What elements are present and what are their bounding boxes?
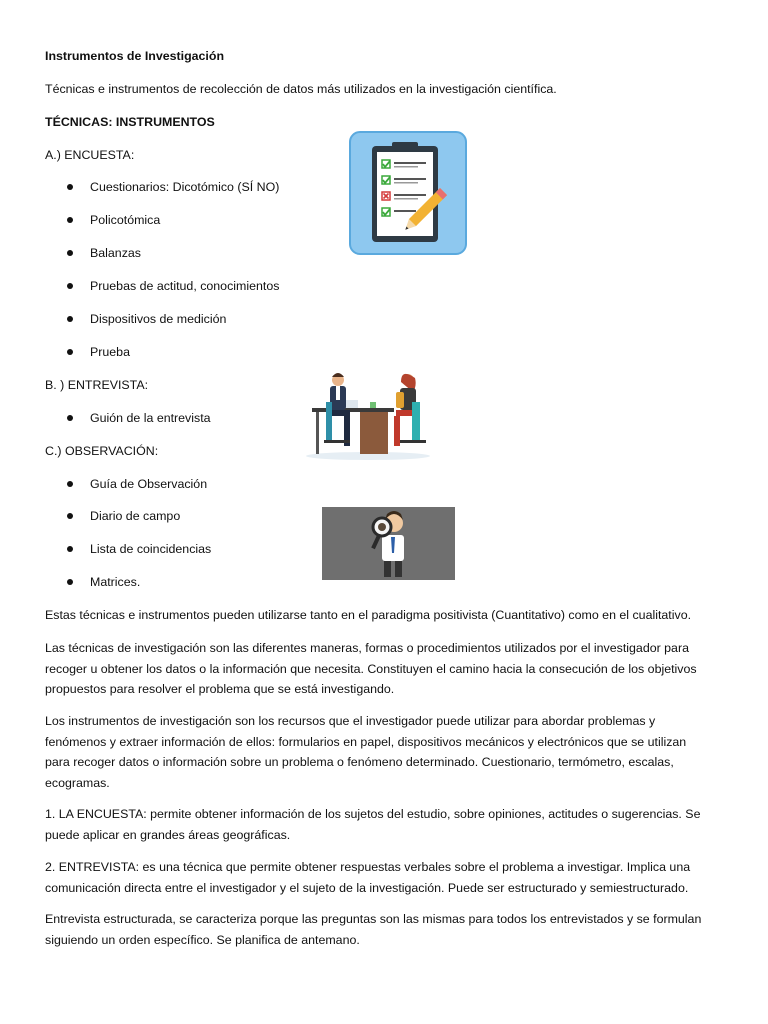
text-line: 2. ENTREVISTA: es una técnica que permite obtener respuestas verbales sobre el problema a investigar. Implica una (45, 860, 691, 874)
bullet (67, 283, 73, 289)
bullet (67, 481, 73, 487)
list-item: Balanzas (90, 246, 141, 260)
text-line: fenómenos y extraer información de ellos: formularios en papel, dispositivos mecánicos y electrónicos que se utilizan (45, 734, 687, 749)
bullet (67, 349, 73, 355)
bullet (67, 415, 73, 421)
paragraph-4 (45, 804, 735, 845)
list-item: Diario de campo (90, 509, 181, 523)
text-line: para recoger datos o información sobre un problema o fenómeno determinado. Cuestionario, termómetro, escalas, (45, 755, 674, 769)
bullet (67, 546, 73, 552)
text-line: comunicación directa entre el investigador y el sujeto de la investigación. Puede ser estructurado y semiestructurado. (45, 880, 689, 895)
list-item: Cuestionarios: Dicotómico (SÍ NO) (90, 180, 280, 194)
text-line: Las técnicas de investigación son las diferentes maneras, formas o procedimientos utilizados por el investigador para (45, 641, 689, 655)
tecnicas-heading: TÉCNICAS: INSTRUMENTOS (45, 115, 215, 129)
bullet (67, 513, 73, 519)
interview-illustration (300, 362, 435, 462)
text-line: ecogramas. (45, 775, 110, 790)
text-line: siguiendo un orden específico. Se planifica de antemano. (45, 932, 360, 947)
text-line: 1. LA ENCUESTA: permite obtener información de los sujetos del estudio, sobre opiniones, actitudes o sugerencias. Se (45, 807, 701, 821)
document-subtitle: Técnicas e instrumentos de recolección de datos más utilizados en la investigación científica. (45, 82, 557, 96)
bullet (67, 184, 73, 190)
text-line: Los instrumentos de investigación son los recursos que el investigador puede utilizar para abordar problemas y (45, 714, 656, 728)
clipboard-checklist-icon (348, 130, 468, 256)
bullet (67, 316, 73, 322)
list-item: Prueba (90, 345, 130, 359)
paragraph-2 (45, 638, 735, 700)
text-line: Estas técnicas e instrumentos pueden utilizarse tanto en el paradigma positivista (Cuantitativo) como en el cualitativo. (45, 608, 692, 622)
paragraph-3 (45, 711, 735, 793)
bullet (67, 579, 73, 585)
text-line: recoger u obtener los datos o la información que necesita. Constituyen el camino hacia la consecución de los objetivos (45, 661, 697, 676)
list-item: Pruebas de actitud, conocimientos (90, 279, 280, 293)
list-item: Guión de la entrevista (90, 411, 211, 425)
text-line: Entrevista estructurada, se caracteriza porque las preguntas son las mismas para todos los entrevistados y se formulan (45, 912, 702, 926)
magnifier-person-illustration (322, 507, 455, 580)
list-item: Dispositivos de medición (90, 312, 227, 326)
text-line: puede aplicar en grandes áreas geográficas. (45, 827, 291, 842)
paragraph-6 (45, 909, 735, 950)
paragraph-1 (45, 605, 735, 626)
bullet (67, 217, 73, 223)
list-item: Matrices. (90, 575, 141, 589)
list-item: Policotómica (90, 213, 161, 227)
paragraph-5 (45, 857, 735, 898)
list-item: Guía de Observación (90, 477, 208, 491)
document-title: Instrumentos de Investigación (45, 49, 225, 63)
entrevista-heading: B. ) ENTREVISTA: (45, 378, 149, 392)
text-line: propuestos para resolver el problema que se está investigando. (45, 682, 395, 696)
observacion-heading: C.) OBSERVACIÓN: (45, 444, 159, 458)
bullet (67, 250, 73, 256)
list-item: Lista de coincidencias (90, 542, 212, 556)
encuesta-heading: A.) ENCUESTA: (45, 148, 135, 162)
